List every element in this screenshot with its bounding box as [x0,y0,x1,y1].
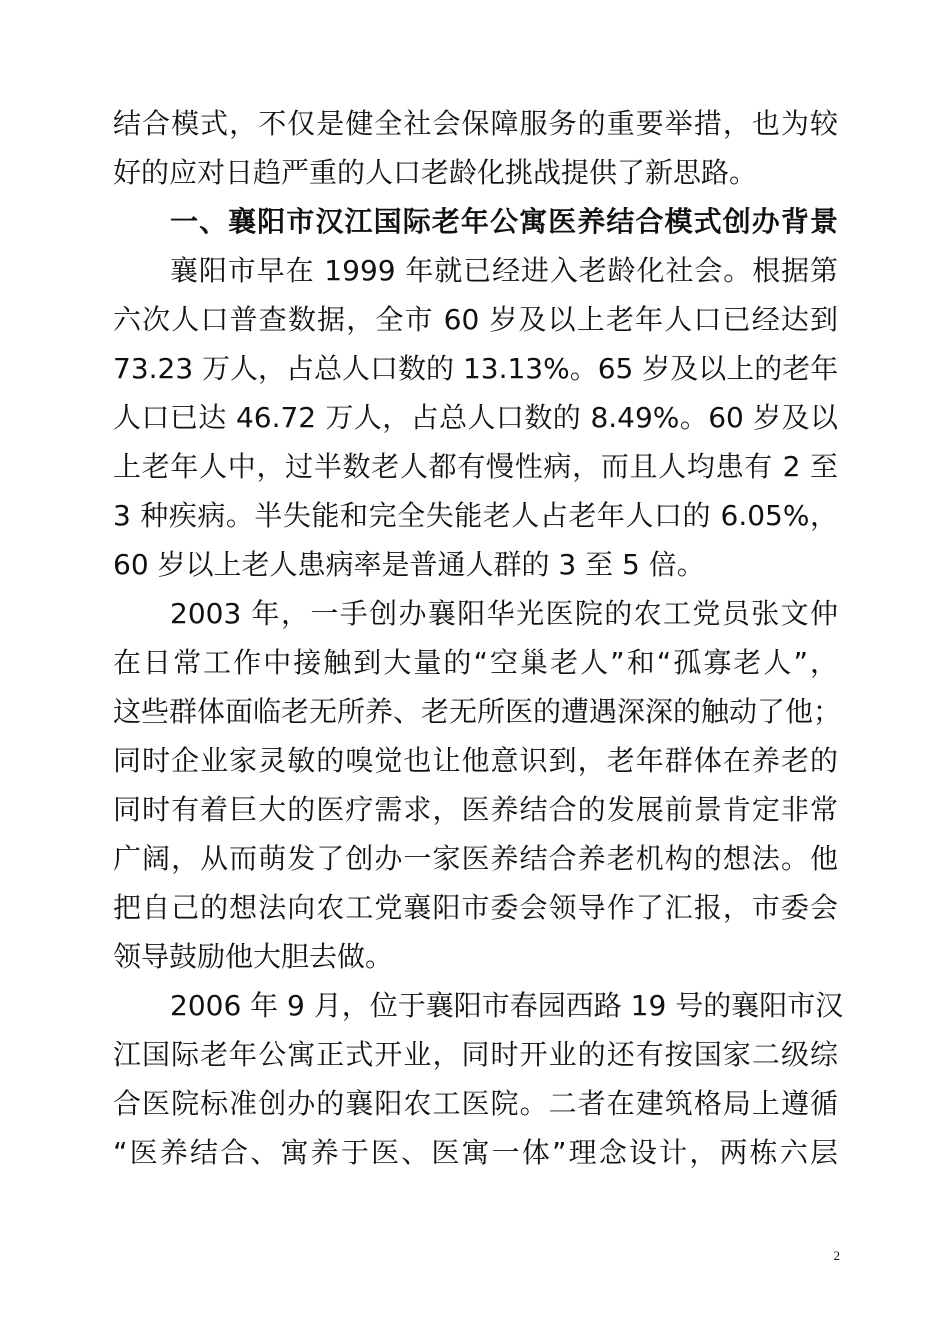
page-number: 2 [833,1248,840,1263]
section-heading: 一、襄阳市汉江国际老年公寓医养结合模式创办背景 [170,205,838,238]
text-line: 人口已达 46.72 万人，占总人口数的 8.49%。60 岁及以 [113,401,838,434]
body-text [113,99,844,1177]
text-line: 73.23 万人，占总人口数的 13.13%。65 岁及以上的老年 [113,352,839,385]
text-line: 同时有着巨大的医疗需求，医养结合的发展前景肯定非常 [113,793,838,826]
text-line: 领导鼓励他大胆去做。 [113,940,394,973]
text-line: 合医院标准创办的襄阳农工医院。二者在建筑格局上遵循 [113,1087,838,1120]
text-line: 2006 年 9 月，位于襄阳市春园西路 19 号的襄阳市汉 [170,989,844,1022]
text-line: “医养结合、寓养于医、医寓一体”理念设计，两栋六层 [113,1136,838,1169]
text-line: 把自己的想法向农工党襄阳市委会领导作了汇报，市委会 [113,891,838,924]
text-line: 2003 年，一手创办襄阳华光医院的农工党员张文仲 [170,597,838,630]
text-line: 同时企业家灵敏的嗅觉也让他意识到，老年群体在养老的 [113,744,838,777]
text-line: 江国际老年公寓正式开业，同时开业的还有按国家二级综 [113,1038,838,1071]
text-line: 在日常工作中接触到大量的“空巢老人”和“孤寡老人”， [113,646,838,679]
text-line: 襄阳市早在 1999 年就已经进入老龄化社会。根据第 [170,254,838,287]
text-line: 3 种疾病。半失能和完全失能老人占老年人口的 6.05%， [113,499,838,532]
text-line: 上老年人中，过半数老人都有慢性病，而且人均患有 2 至 [113,450,838,483]
text-line: 这些群体面临老无所养、老无所医的遭遇深深的触动了他； [113,695,842,728]
text-line: 六次人口普查数据，全市 60 岁及以上老年人口已经达到 [113,303,838,336]
text-line: 广阔，从而萌发了创办一家医养结合养老机构的想法。他 [113,842,838,875]
text-line: 好的应对日趋严重的人口老龄化挑战提供了新思路。 [113,156,758,189]
text-line: 结合模式，不仅是健全社会保障服务的重要举措，也为较 [113,107,838,140]
text-line: 60 岁以上老人患病率是普通人群的 3 至 5 倍。 [113,548,705,581]
